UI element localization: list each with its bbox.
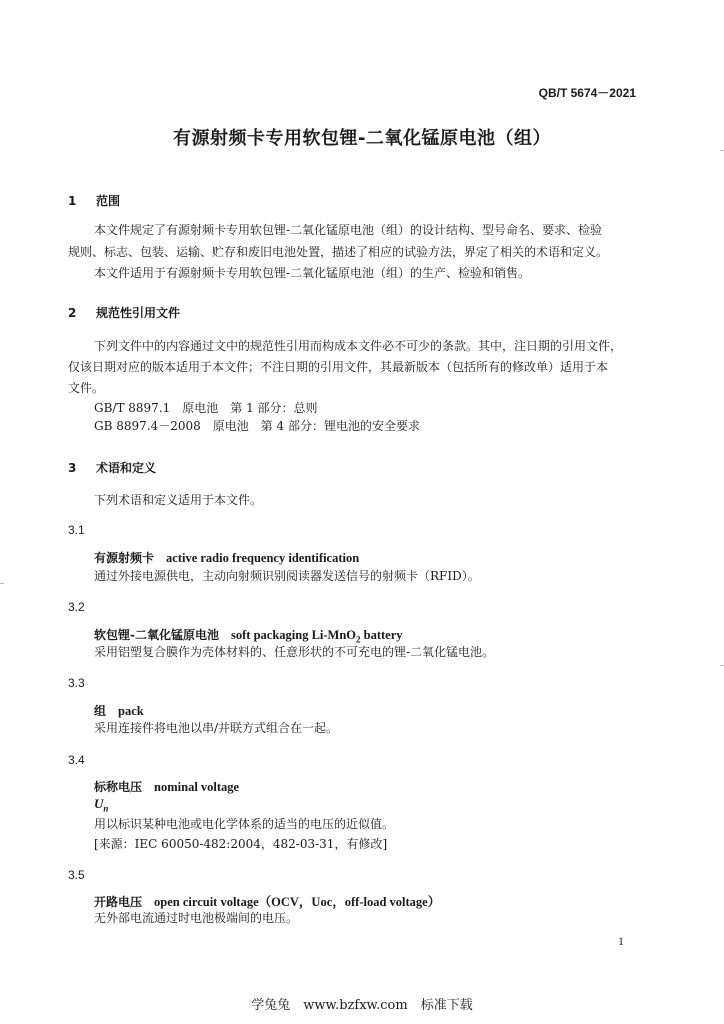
term-zh: 有源射频卡 [94,551,155,565]
term-source: [来源：IEC 60050-482:2004，482-03-31，有修改] [94,837,388,851]
clause-number: 3.2 [68,600,85,614]
term-heading [94,778,239,795]
normative-reference: GB/T 8897.1 原电池 第 1 部分：总则 [94,401,318,415]
standard-number: QB/T 5674－2021 [538,86,636,100]
clause-number: 3.3 [68,676,85,690]
term-definition: 无外部电流通过时电池极端间的电压。 [94,911,299,925]
document-title: 有源射频卡专用软包锂-二氧化锰原电池（组） [173,128,551,149]
scan-edge-mark-right [720,665,724,666]
section-number: 1 [68,194,77,208]
section-title: 范围 [96,194,121,208]
paragraph-line: 下列术语和定义适用于本文件。 [94,493,263,507]
term-zh: 开路电压 [94,895,143,909]
paragraph-line: 下列文件中的内容通过文中的规范性引用而构成本文件必不可少的条款。其中，注日期的引用文件， [94,339,623,353]
section-3-heading [68,459,156,476]
term-symbol: $U_n$ [94,796,109,814]
term-definition: 采用铝塑复合膜作为壳体材料的、任意形状的不可充电的锂-二氧化锰电池。 [94,645,495,659]
section-number: 2 [68,306,77,320]
term-en: nominal voltage [154,780,240,794]
term-definition: 通过外接电源供电，主动向射频识别阅读器发送信号的射频卡（RFID）。 [94,569,480,583]
section-number: 3 [68,461,77,475]
term-en: soft packaging Li-MnO$_2$ battery [231,628,403,645]
paragraph-line: 规则、标志、包装、运输、贮存和废旧电池处置，描述了相应的试验方法，界定了相关的术语和定义。 [68,245,609,259]
normative-reference: GB 8897.4－2008 原电池 第 4 部分：锂电池的安全要求 [94,419,421,433]
clause-number: 3.4 [68,753,85,767]
section-title: 术语和定义 [96,461,157,475]
scan-edge-mark-top [720,150,724,151]
paragraph-line: 仅该日期对应的版本适用于本文件；不注日期的引用文件，其最新版本（包括所有的修改单）适用于本 [68,360,609,374]
section-title: 规范性引用文件 [96,306,181,320]
clause-number: 3.1 [68,523,85,537]
paragraph-line: 本文件规定了有源射频卡专用软包锂-二氧化锰原电池（组）的设计结构、型号命名、要求、检验 [94,223,603,237]
term-heading [94,549,359,566]
term-definition: 采用连接件将电池以串/并联方式组合在一起。 [94,721,339,735]
clause-number: 3.5 [68,868,85,882]
term-en: active radio frequency identification [166,551,360,565]
term-zh: 标称电压 [94,780,143,794]
term-heading [94,702,144,719]
term-en: pack [118,704,144,718]
page-number: 1 [618,934,624,948]
footer-watermark: 学兔兔 www.bzfxw.com 标准下载 [251,998,473,1013]
term-en: open circuit voltage（OCV，Uoc，off-load voltage） [154,895,441,909]
paragraph-line: 文件。 [68,381,105,395]
paragraph-line: 本文件适用于有源射频卡专用软包锂-二氧化锰原电池（组）的生产、检验和销售。 [94,266,531,280]
scan-edge-mark-left [0,583,4,584]
term-zh: 组 [94,704,107,718]
term-definition: 用以标识某种电池或电化学体系的适当的电压的近似值。 [94,817,395,831]
section-1-heading [68,192,120,209]
term-zh: 软包锂-二氧化锰原电池 [94,628,219,642]
section-2-heading [68,304,180,321]
